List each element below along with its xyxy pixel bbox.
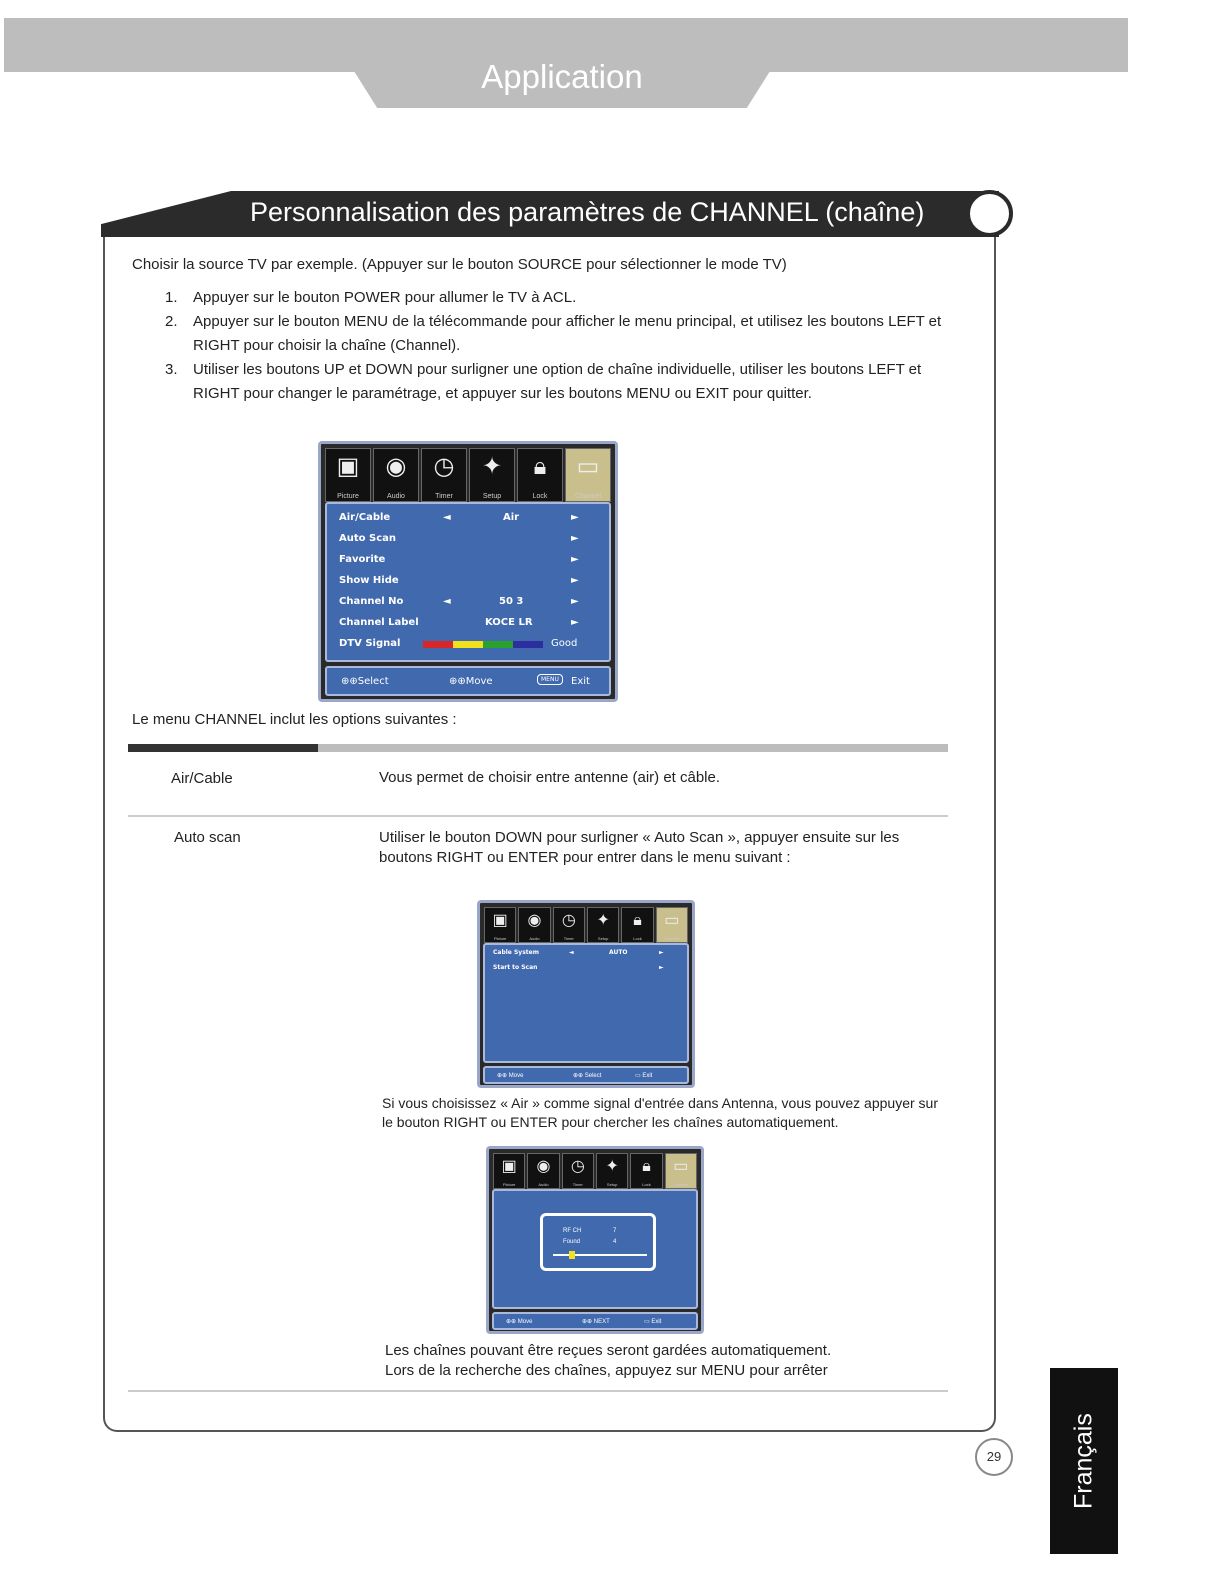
table-divider — [128, 1390, 948, 1392]
tv-menu-footer: ⊕⊕ Move ⊕⊕ NEXT ▭ Exit — [492, 1312, 698, 1330]
setup-icon: ✦ Setup — [596, 1153, 628, 1189]
tv-auto-scan-menu — [477, 900, 695, 1088]
lock-icon: 🔒︎ Lock — [621, 907, 653, 943]
menu-note: Le menu CHANNEL inclut les options suivantes : — [132, 711, 457, 728]
step-text: Appuyer sur le bouton POWER pour allumer le TV à ACL. — [193, 289, 577, 306]
final-note-2: Lors de la recherche des chaînes, appuyez sur MENU pour arrêter — [385, 1362, 828, 1379]
tv-icon-bar — [325, 448, 611, 502]
table-header-bar — [128, 744, 318, 752]
picture-icon: ▣ Picture — [484, 907, 516, 943]
tv-icon-bar — [484, 907, 688, 943]
step-number: 2. — [165, 313, 178, 330]
lock-icon: 🔒︎ Lock — [517, 448, 563, 502]
step-item — [165, 286, 965, 310]
table-row-key: Auto scan — [174, 829, 241, 846]
timer-icon: ◷ Timer — [421, 448, 467, 502]
channel-icon: ▭ Channel — [665, 1153, 697, 1189]
step-number: 3. — [165, 361, 178, 378]
scan-note: Si vous choisissez « Air » comme signal d'entrée dans Antenna, vous pouvez appuyer sur le bouton RIGHT ou ENTER pour chercher les chaînes automatiquement. — [382, 1095, 938, 1130]
audio-icon: ◉ Audio — [373, 448, 419, 502]
section-title: Personnalisation des paramètres de CHANNEL (chaîne) — [250, 197, 925, 227]
step-text: Appuyer sur le bouton MENU de la télécommande pour afficher le menu principal, et utilisez les boutons LEFT et RIGHT pour choisir la chaîne (Channel). — [193, 313, 942, 354]
setup-icon: ✦ Setup — [587, 907, 619, 943]
step-item — [165, 310, 965, 358]
table-row-value: Utiliser le bouton DOWN pour surligner « Auto Scan », appuyer ensuite sur les boutons RIGHT ou ENTER pour entrer dans le menu suivant : — [379, 829, 900, 866]
tv-scan-progress — [486, 1146, 704, 1334]
timer-icon: ◷ Timer — [553, 907, 585, 943]
table-row-value: Vous permet de choisir entre antenne (air) et câble. — [379, 769, 721, 786]
table-divider — [128, 815, 948, 817]
tv-icon-bar — [493, 1153, 697, 1189]
step-text: Utiliser les boutons UP et DOWN pour surligner une option de chaîne individuelle, utiliser les boutons LEFT et RIGHT pour changer le paramétrage, et appuyer sur les boutons MENU ou EXIT pour quitter. — [193, 361, 922, 402]
step-item — [165, 358, 965, 406]
tv-menu-body: Air/Cable ◄ Air ► Auto Scan ► Favorite ► Show Hide ► Channel No ◄ 50 3 ► Channel Label KOCE LR ► DTV Signal Good — [325, 502, 611, 662]
signal-bar — [423, 641, 543, 648]
scan-progress-bar — [553, 1254, 647, 1256]
section-circle-icon — [966, 190, 1013, 237]
steps-list — [165, 286, 965, 406]
table-header-bar-light — [318, 744, 948, 752]
page-header-title: Application — [481, 58, 643, 95]
picture-icon: ▣ Picture — [325, 448, 371, 502]
channel-icon: ▭ Channel — [656, 907, 688, 943]
audio-icon: ◉ Audio — [527, 1153, 559, 1189]
step-number: 1. — [165, 289, 178, 306]
tv-menu-footer: ⊕⊕Select ⊕⊕Move MENU Exit — [325, 666, 611, 696]
scan-dialog: RF CH 7 Found 4 — [540, 1213, 656, 1271]
setup-icon: ✦ Setup — [469, 448, 515, 502]
audio-icon: ◉ Audio — [518, 907, 550, 943]
tv-menu-footer: ⊕⊕ Move ⊕⊕ Select ▭ Exit — [483, 1066, 689, 1084]
tv-menu-body: Cable System ◄ AUTO ► Start to Scan ► — [483, 943, 689, 1063]
lock-icon: 🔒︎ Lock — [630, 1153, 662, 1189]
table-row-key: Air/Cable — [171, 770, 233, 787]
tv-menu-body — [492, 1189, 698, 1309]
timer-icon: ◷ Timer — [562, 1153, 594, 1189]
page-number: 29 — [975, 1438, 1013, 1476]
language-tab-label: Français — [1069, 1413, 1098, 1509]
scan-progress-knob — [569, 1251, 575, 1259]
intro-text: Choisir la source TV par exemple. (Appuyer sur le bouton SOURCE pour sélectionner le mode TV) — [132, 256, 787, 273]
channel-icon: ▭ Channel — [565, 448, 611, 502]
tv-channel-menu — [318, 441, 618, 702]
final-note-1: Les chaînes pouvant être reçues seront gardées automatiquement. — [385, 1342, 832, 1359]
picture-icon: ▣ Picture — [493, 1153, 525, 1189]
